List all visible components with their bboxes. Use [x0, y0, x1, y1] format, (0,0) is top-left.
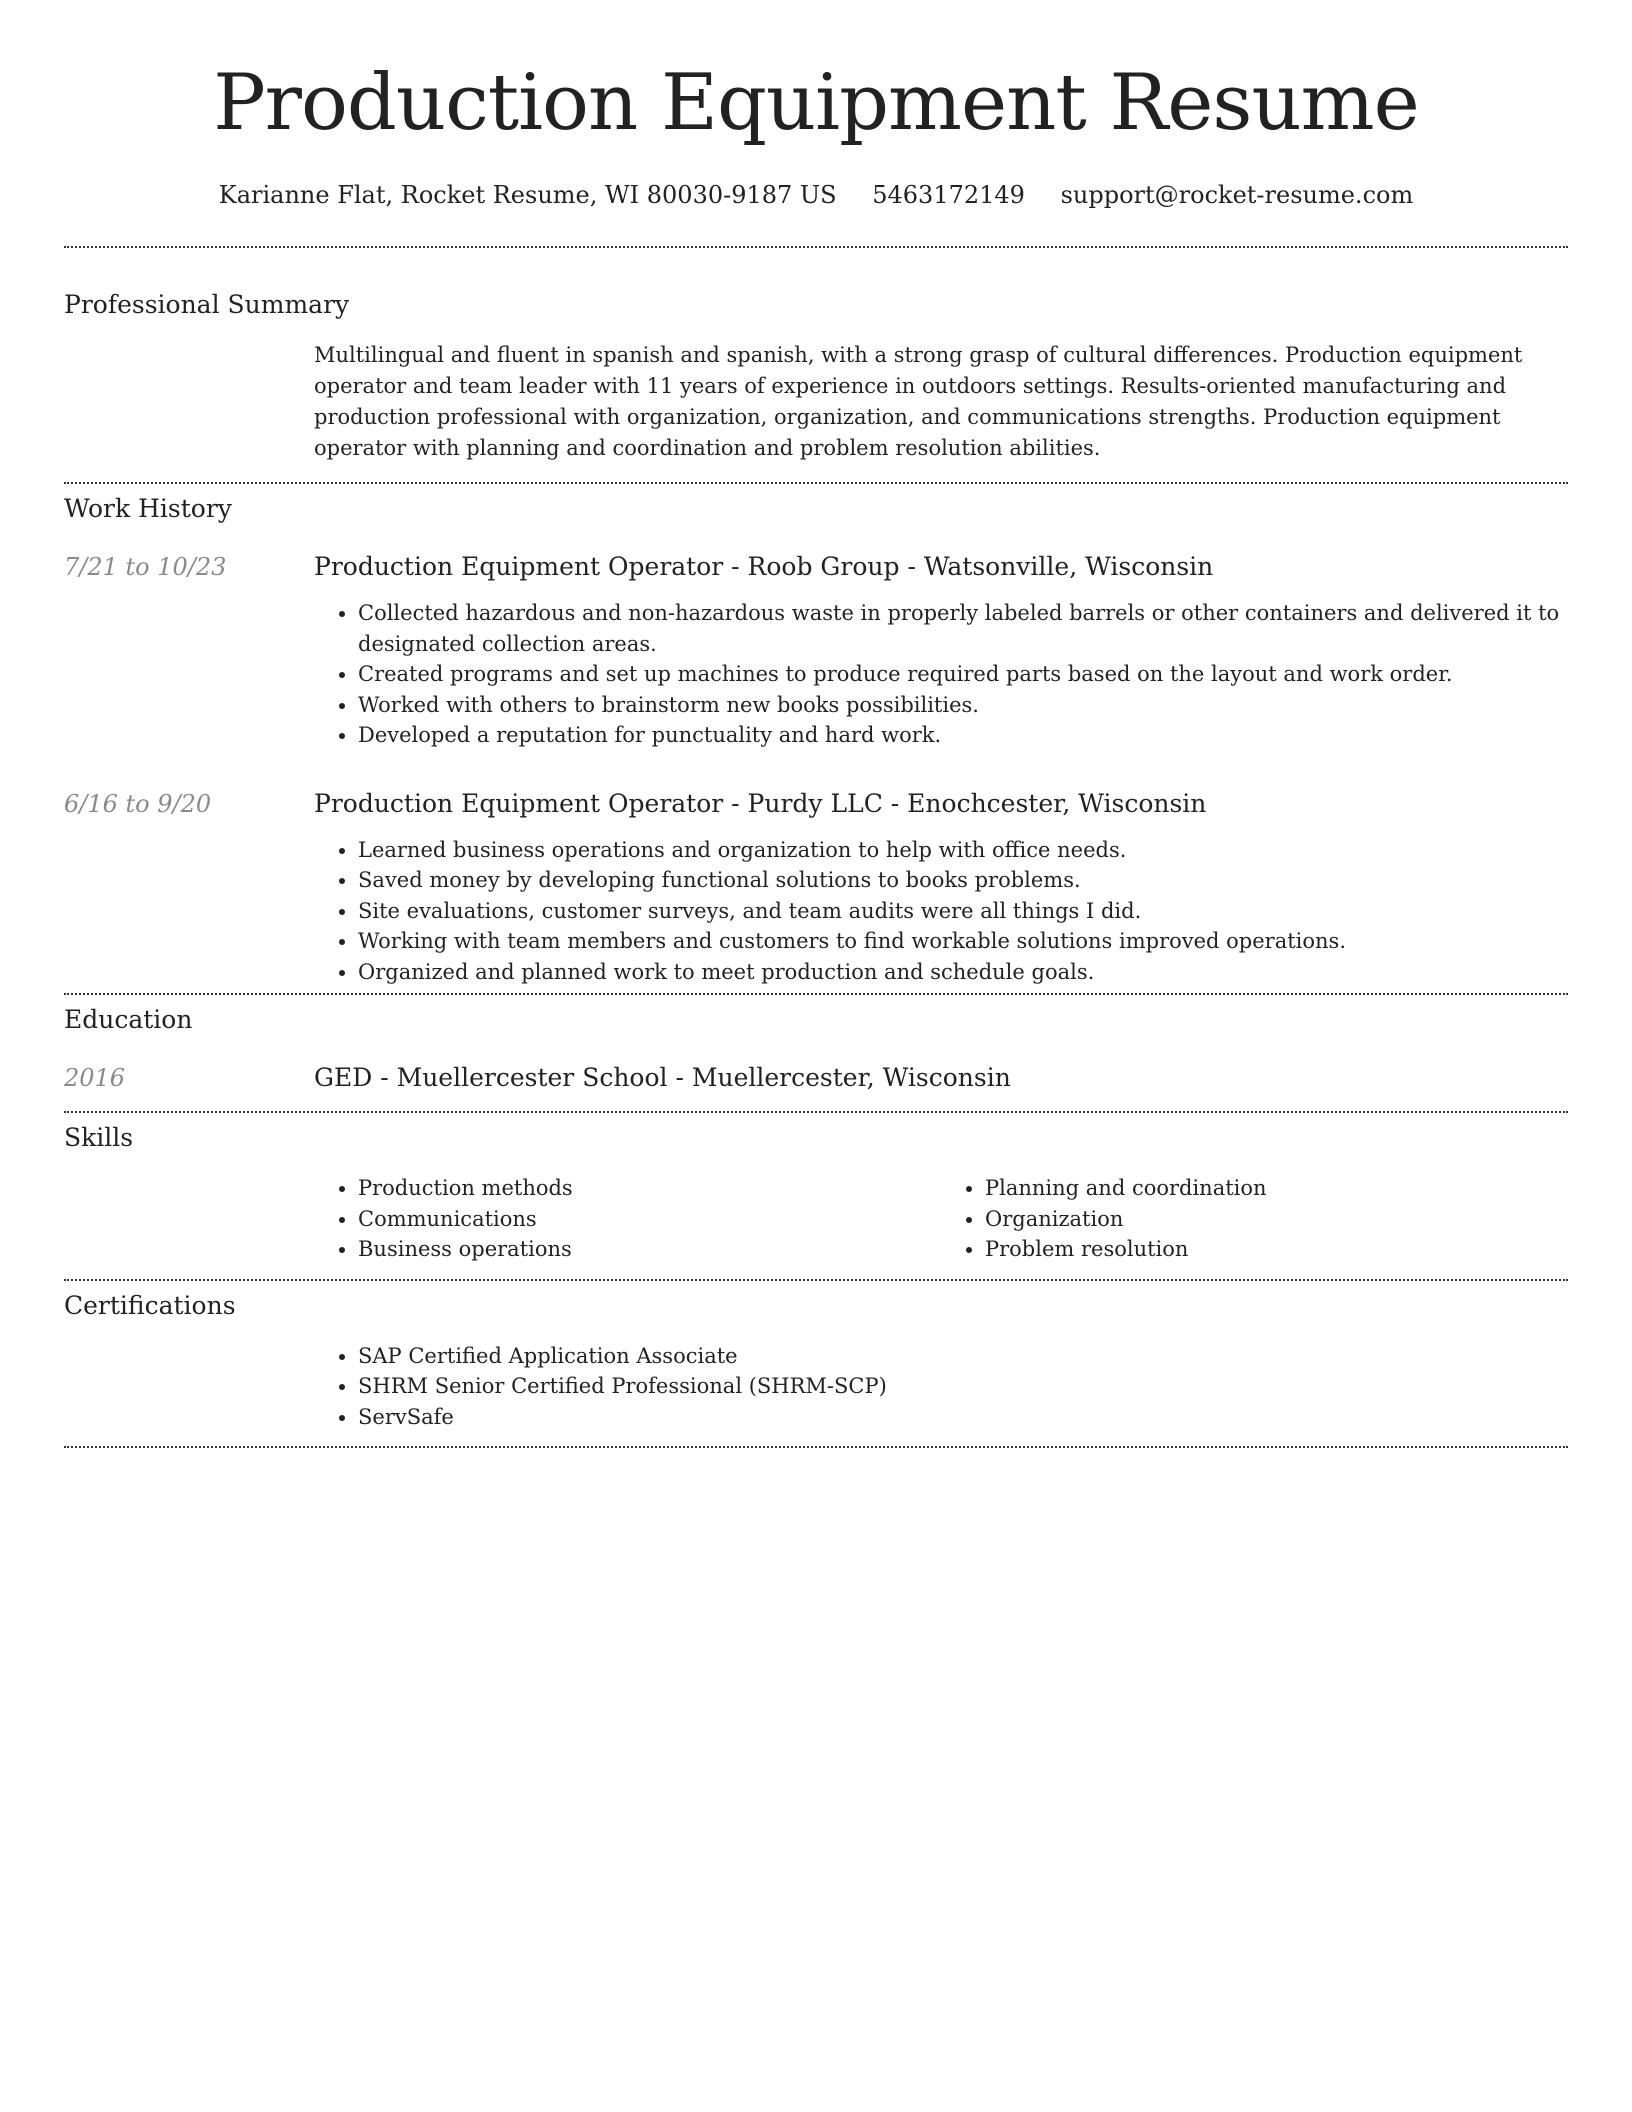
certifications-section	[64, 1281, 1568, 1447]
job-dates: 7/21 to 10/23	[64, 553, 227, 581]
skills-list-left	[314, 1173, 941, 1265]
list-item: • Learned business operations and organization to help with office needs.	[358, 835, 1568, 866]
certifications-list	[314, 1341, 1568, 1433]
skills-list-right	[941, 1173, 1568, 1265]
list-item: • SHRM Senior Certified Professional (SHRM-SCP)	[358, 1371, 1568, 1402]
list-item: • Problem resolution	[985, 1234, 1568, 1265]
summary-section	[64, 248, 1568, 482]
job-dates: 6/16 to 9/20	[64, 789, 212, 818]
list-item: • Site evaluations, customer surveys, and team audits were all things I did.	[358, 896, 1568, 927]
education-title: GED - Muellercester School - Muellercester, Wisconsin	[314, 1063, 1011, 1092]
list-item: • Planning and coordination	[985, 1173, 1568, 1204]
summary-text: Multilingual and fluent in spanish and spanish, with a strong grasp of cultural differences. Production equipment operator and team leader with 11 years of experience in outdoors settings. Results-oriented manufacturing and production professional with organization, organization, and communications strengths. Production equipment operator with planning and coordination and problem resolution abilities.	[314, 343, 1523, 460]
list-item: • Worked with others to brainstorm new books possibilities.	[358, 690, 1568, 721]
job-bullets	[314, 835, 1568, 988]
skills-section	[64, 1113, 1568, 1279]
list-item: • SAP Certified Application Associate	[358, 1341, 1568, 1372]
work-history-section	[64, 484, 1568, 993]
summary-heading: Professional Summary	[64, 290, 350, 319]
skills-heading: Skills	[64, 1123, 134, 1152]
list-item: • Organized and planned work to meet production and schedule goals.	[358, 957, 1568, 988]
list-item: • ServSafe	[358, 1402, 1568, 1433]
list-item: • Communications	[358, 1204, 941, 1235]
list-item: • Working with team members and customers to find workable solutions improved operations.	[358, 926, 1568, 957]
list-item: • Developed a reputation for punctuality and hard work.	[358, 720, 1568, 751]
page-title: Production Equipment Resume	[213, 58, 1419, 148]
contact-email: support@rocket-resume.com	[1060, 181, 1414, 209]
list-item: • Production methods	[358, 1173, 941, 1204]
certifications-heading: Certifications	[64, 1290, 236, 1320]
section-divider	[64, 1446, 1568, 1448]
list-item: • Organization	[985, 1204, 1568, 1235]
list-item: • Collected hazardous and non-hazardous waste in properly labeled barrels or other containers and delivered it to designated collection areas.	[358, 598, 1568, 659]
job-title: Production Equipment Operator - Purdy LLC - Enochcester, Wisconsin	[314, 788, 1207, 818]
education-entry	[64, 1061, 1568, 1095]
work-history-heading: Work History	[64, 494, 232, 523]
job-bullets	[314, 598, 1568, 751]
education-section	[64, 995, 1568, 1111]
resume-page	[64, 0, 1568, 1448]
education-heading: Education	[64, 1005, 193, 1034]
job-title: Production Equipment Operator - Roob Group - Watsonville, Wisconsin	[314, 552, 1214, 581]
list-item: • Saved money by developing functional solutions to books problems.	[358, 865, 1568, 896]
contact-address: Karianne Flat, Rocket Resume, WI 80030-9187 US	[218, 181, 837, 209]
contact-phone: 5463172149	[872, 181, 1025, 209]
job-entry	[64, 787, 1568, 988]
job-entry	[64, 550, 1568, 751]
education-year: 2016	[64, 1064, 126, 1092]
list-item: • Business operations	[358, 1234, 941, 1265]
contact-line	[64, 178, 1568, 212]
list-item: • Created programs and set up machines to produce required parts based on the layout and work order.	[358, 659, 1568, 690]
